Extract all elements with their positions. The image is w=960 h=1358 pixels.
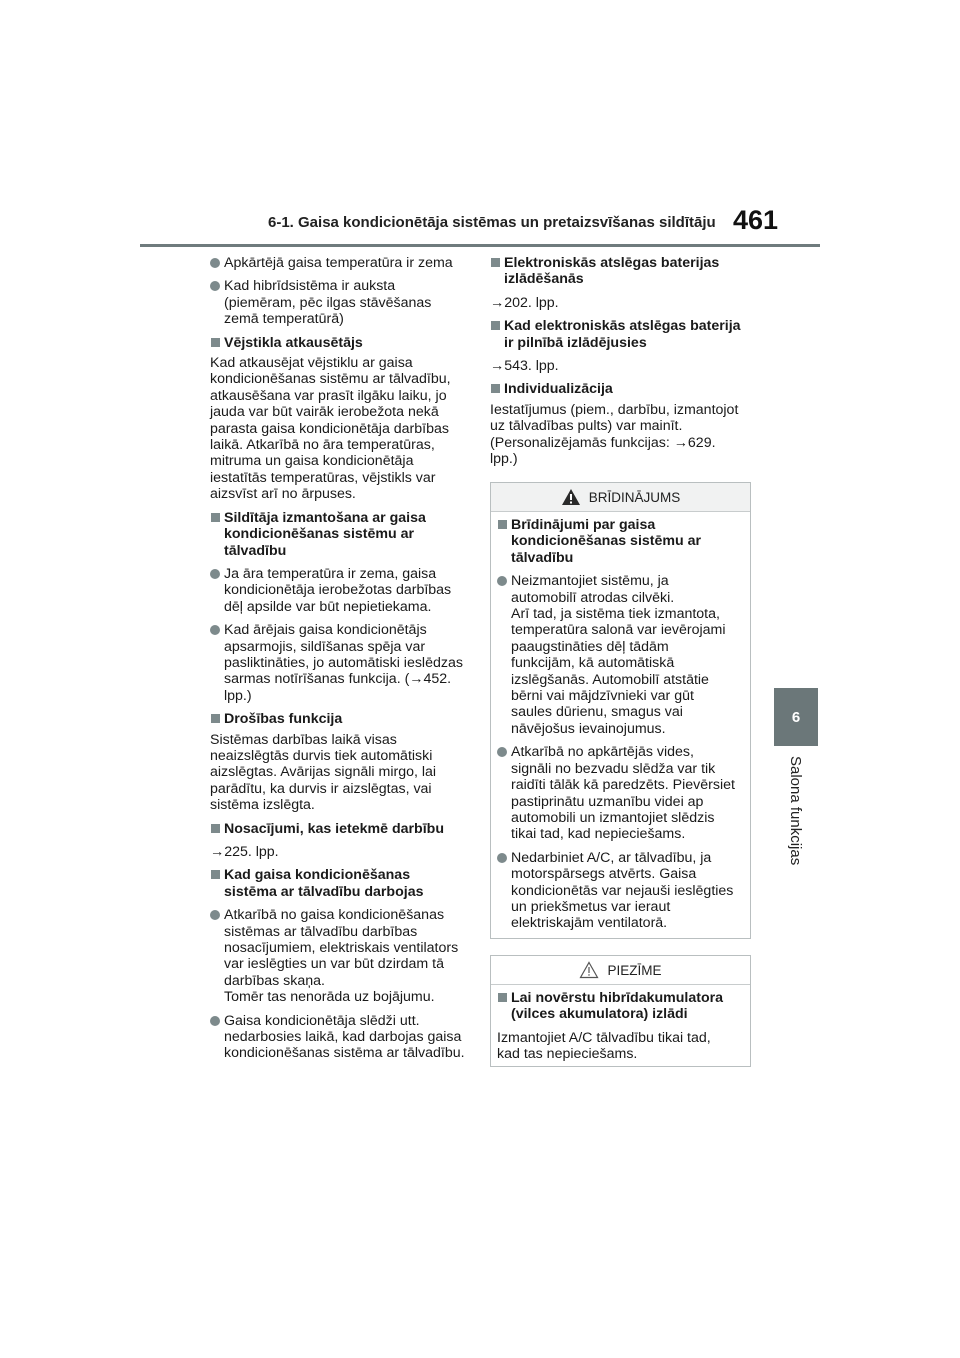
square-bullet-icon bbox=[498, 993, 507, 1002]
bullet-dot-icon bbox=[497, 576, 507, 586]
square-bullet-icon bbox=[211, 714, 220, 723]
list-item-text: Atkarībā no apkārtējās vides, signāli no bezvadu slēdža var tik raidīti tālāk kā paredzēts. Pievērsiet pastiprinātu uzmanību videi ap automobili un izmantojiet slēdzis tikai tad, kad nepieciešams. bbox=[511, 744, 735, 843]
list-item-text: Gaisa kondicionētāja slēdži utt. nedarbosies laikā, kad darbojas gaisa kondicionēšanas sistēma ar tālvadību. bbox=[224, 1012, 465, 1062]
list-item bbox=[210, 255, 472, 271]
paragraph: Iestatījumus (piem., darbību, izmantojot uz tālvadības pults) var mainīt. (Personalizējamās funkcijas: →629. lpp.) bbox=[490, 401, 739, 468]
list-item-text: Neizmantojiet sistēmu, ja automobilī atrodas cilvēki. Arī tad, ja sistēma tiek izmantota, temperatūra salonā var ievērojami paaugstināties dēļ tādām funkcijām, kā automātiskā izslēgšanās. Automobilī atstātie bērni vai mājdzīvnieki var gūt saules dūrienu, smagus vai nāvējošus ievainojumus. bbox=[511, 573, 726, 737]
warning-triangle-icon bbox=[561, 488, 581, 506]
list-item-text: Atkarībā no gaisa kondicionēšanas sistēmas ar tālvadību darbības nosacījumiem, elektriskais ventilators var ieslēgties un var būt dzirdam tā darbības skaņa. Tomēr tas nenorāda uz bojājumu. bbox=[224, 907, 459, 1006]
list-item-text: Kad hibrīdsistēma ir auksta (piemēram, pēc ilgas stāvēšanas zemā temperatūrā) bbox=[224, 278, 432, 328]
list-item bbox=[497, 744, 745, 842]
subsection-heading bbox=[497, 517, 745, 566]
subsection-heading bbox=[490, 318, 752, 351]
bullet-dot-icon bbox=[210, 258, 220, 268]
subsection-heading bbox=[210, 821, 472, 837]
list-item-text: Ja āra temperatūra ir zema, gaisa kondicionētāja ierobežotas darbības dēļ apsilde var būt nepietiekama. bbox=[224, 565, 452, 615]
note-box-title: PIEZĪME bbox=[607, 962, 662, 978]
bullet-dot-icon bbox=[497, 747, 507, 757]
list-item bbox=[210, 622, 472, 704]
note-box-header bbox=[491, 956, 750, 985]
subsection-heading bbox=[497, 990, 745, 1023]
paragraph: Izmantojiet A/C tālvadību tikai tad, kad tas nepieciešams. bbox=[497, 1029, 711, 1063]
page-number: 461 bbox=[733, 205, 779, 235]
subsection-heading bbox=[210, 867, 472, 900]
bullet-dot-icon bbox=[210, 569, 220, 579]
square-bullet-icon bbox=[491, 321, 500, 330]
chapter-tab bbox=[774, 688, 818, 746]
heading-text: Lai novērstu hibrīdakumulatora (vilces akumulatora) izlādi bbox=[511, 990, 724, 1023]
bullet-dot-icon bbox=[210, 625, 220, 635]
list-item bbox=[210, 566, 472, 615]
warning-box-body bbox=[491, 512, 750, 932]
warning-box-title: BRĪDINĀJUMS bbox=[588, 489, 681, 505]
list-item-text: Nedarbiniet A/C, ar tālvadību, ja motorspārsegs atvērts. Gaisa kondicionētās var nejauši ieslēgties un priekšmetus var ieraut elektriskajām ventilatorā. bbox=[511, 849, 734, 932]
bullet-dot-icon bbox=[497, 853, 507, 863]
subsection-heading bbox=[490, 381, 752, 397]
subsection-heading bbox=[210, 711, 472, 727]
bullet-dot-icon bbox=[210, 1016, 220, 1026]
heading-text: Kad gaisa kondicionēšanas sistēma ar tālvadību darbojas bbox=[224, 867, 424, 900]
list-item bbox=[210, 1013, 472, 1062]
subsection-heading bbox=[210, 510, 472, 559]
notice-triangle-icon bbox=[579, 961, 599, 979]
square-bullet-icon bbox=[491, 258, 500, 267]
square-bullet-icon bbox=[211, 513, 220, 522]
paragraph: Kad atkausējat vējstiklu ar gaisa kondicionēšanas sistēmu ar tālvadību, atkausēšana var prasīt ilgāku laiku, jo jauda var būt vairāk ierobežota nekā parasta gaisa kondicionētāja darbības laikā. Atkarībā no āra temperatūras, mitruma un gaisa kondicionētāja iestatītās temperatūras, vējstikls var aizsvīst arī no ārpuses. bbox=[210, 355, 451, 503]
heading-text: Brīdinājumi par gaisa kondicionēšanas sistēmu ar tālvadību bbox=[511, 517, 702, 566]
list-item bbox=[497, 850, 745, 932]
page-reference: →543. lpp. bbox=[490, 358, 559, 375]
list-item bbox=[497, 573, 745, 737]
paragraph: Sistēmas darbības laikā visas neaizslēgtās durvis tiek automātiski aizslēgtas. Avārijas signāli mirgo, lai parādītu, ka durvis ir aizslēgtas, vai sistēma izslēgta. bbox=[210, 731, 437, 814]
list-item-text: Kad ārējais gaisa kondicionētājs apsarmojis, sildīšanas spēja var pasliktināties, jo automātiski ieslēdzas sarmas notīrīšanas funkcija. (→452. lpp.) bbox=[224, 622, 463, 704]
square-bullet-icon bbox=[211, 338, 220, 347]
page-reference: →225. lpp. bbox=[210, 844, 279, 860]
left-column bbox=[210, 255, 472, 1069]
square-bullet-icon bbox=[491, 384, 500, 393]
bullet-dot-icon bbox=[210, 910, 220, 920]
warning-box bbox=[490, 482, 751, 939]
page-reference: →202. lpp. bbox=[490, 294, 559, 311]
list-item bbox=[210, 907, 472, 1005]
heading-text: Elektroniskās atslēgas baterijas izlādēšanās bbox=[504, 255, 720, 288]
heading-text: Kad elektroniskās atslēgas baterija ir pilnībā izlādējusies bbox=[504, 318, 741, 351]
note-box-body bbox=[491, 985, 750, 1063]
heading-text: Vējstikla atkausētājs bbox=[224, 334, 363, 351]
heading-text: Drošības funkcija bbox=[224, 711, 343, 728]
bullet-dot-icon bbox=[210, 281, 220, 291]
list-item bbox=[210, 278, 472, 327]
square-bullet-icon bbox=[498, 520, 507, 529]
chapter-number: 6 bbox=[791, 708, 801, 726]
right-column bbox=[490, 255, 752, 474]
chapter-label bbox=[784, 756, 808, 886]
subsection-heading bbox=[490, 255, 752, 288]
square-bullet-icon bbox=[211, 870, 220, 879]
note-box bbox=[490, 955, 751, 1067]
list-item-text: Apkārtējā gaisa temperatūra ir zema bbox=[224, 255, 453, 271]
header-divider bbox=[140, 244, 820, 247]
chapter-label-text: Salona funkcijas bbox=[787, 756, 804, 866]
heading-text: Individualizācija bbox=[504, 381, 613, 398]
warning-box-header bbox=[491, 483, 750, 512]
square-bullet-icon bbox=[211, 824, 220, 833]
heading-text: Sildītāja izmantošana ar gaisa kondicionēšanas sistēmu ar tālvadību bbox=[224, 509, 426, 559]
subsection-heading bbox=[210, 335, 472, 351]
heading-text: Nosacījumi, kas ietekmē darbību bbox=[224, 820, 444, 837]
section-title: 6-1. Gaisa kondicionētāja sistēmas un pretaizsvīšanas sildītāju bbox=[268, 214, 716, 231]
